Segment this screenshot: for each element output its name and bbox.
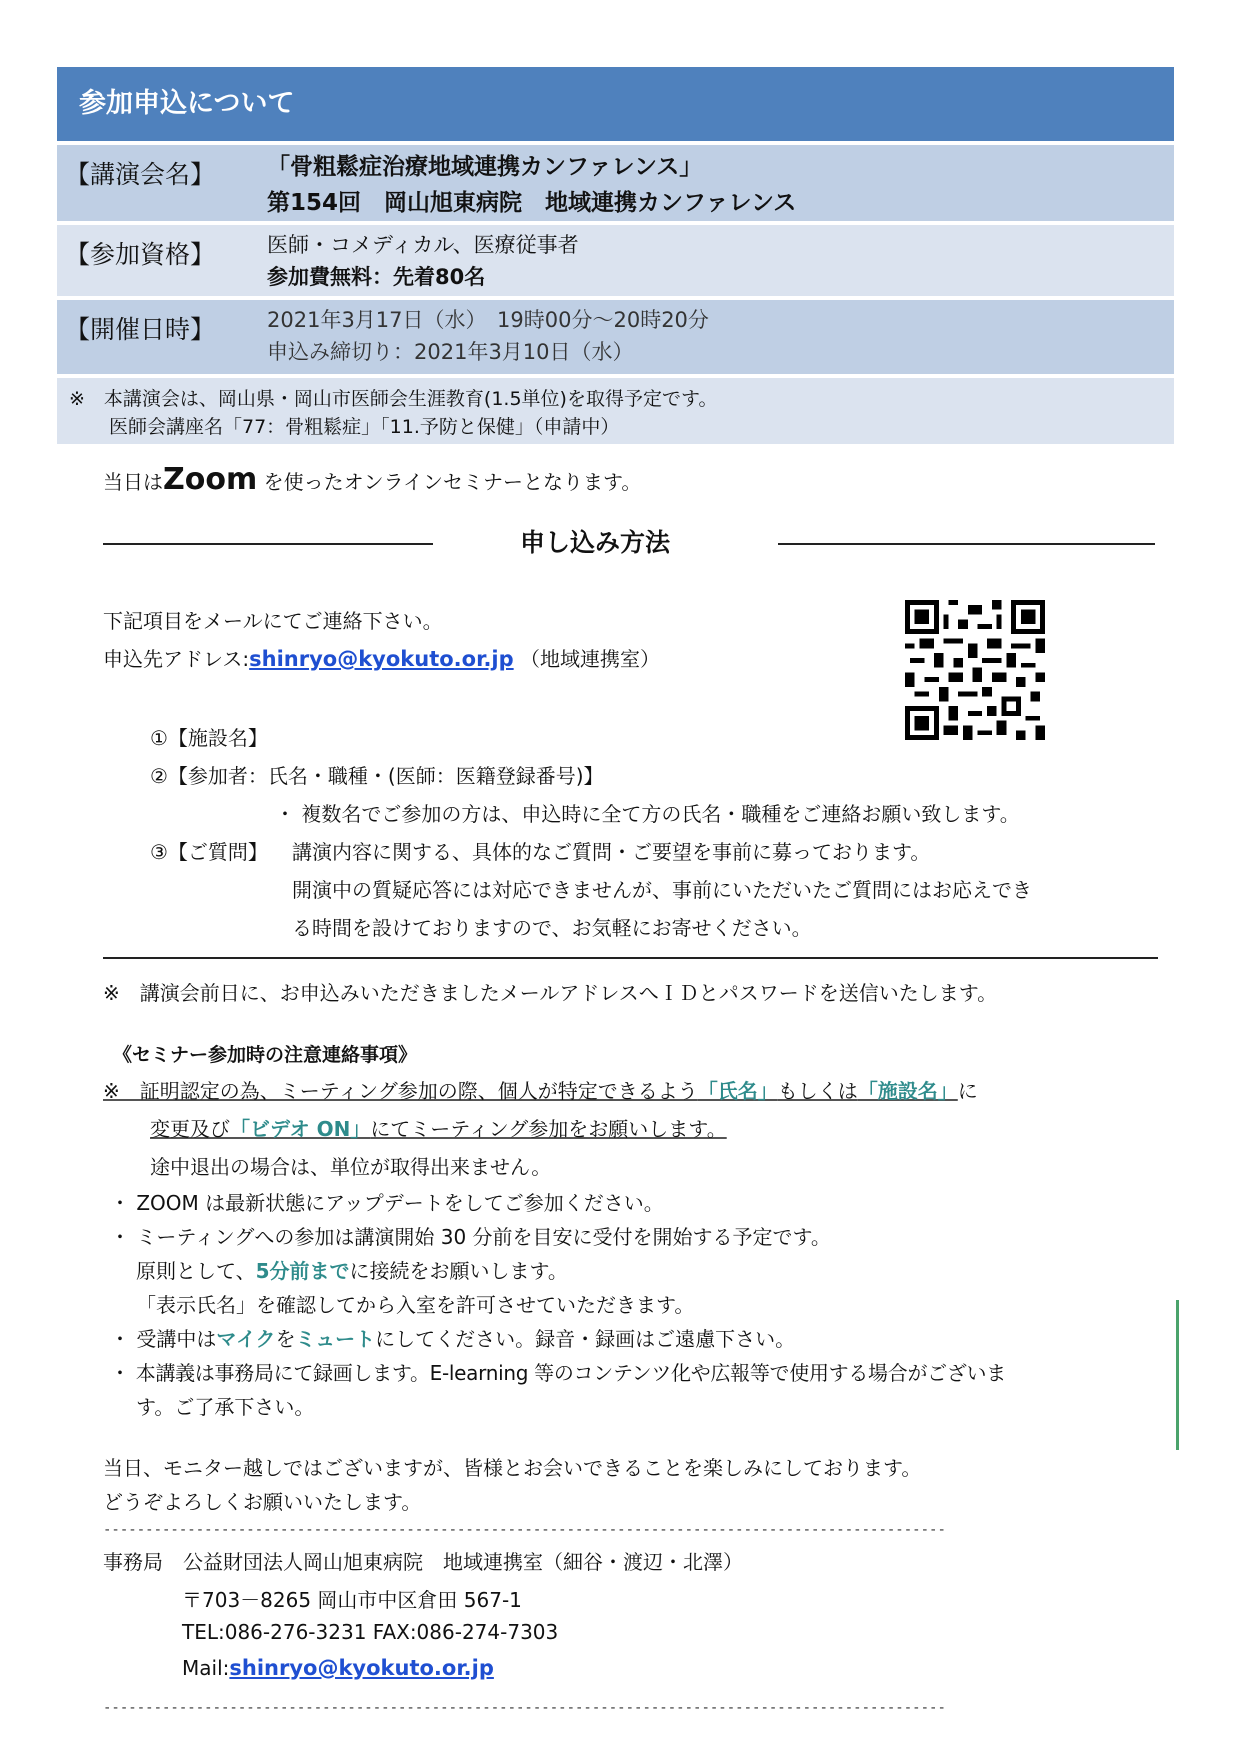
item-question-line3: る時間を設けておりますので、お気軽にお寄せください。 xyxy=(292,916,812,940)
section-title: 参加申込について xyxy=(57,67,1174,141)
qr-code-icon xyxy=(905,600,1045,740)
caution-4: ・ 受講中はマイクをミュートにしてください。録音・録画はご遠慮下さい。 xyxy=(110,1327,796,1351)
credit-note-line2: 医師会講座名「77：骨粗鬆症」「11.予防と保健」（申請中） xyxy=(109,416,620,438)
item-question-label: ③【ご質問】 xyxy=(150,840,268,864)
caution-1-line3: 途中退出の場合は、単位が取得出来ません。 xyxy=(150,1155,552,1179)
lecture-title: 「骨粗鬆症治療地域連携カンファレンス」 xyxy=(267,154,703,180)
rule-left xyxy=(103,543,433,545)
caution-1-line2: 変更及び「ビデオ ON」にてミーティング参加をお願いします。 xyxy=(150,1117,727,1141)
item-question-line1: 講演内容に関する、具体的なご質問・ご要望を事前に募っております。 xyxy=(292,840,931,864)
method-title: 申し込み方法 xyxy=(520,528,671,557)
caution-3-line3: 「表示氏名」を確認してから入室を許可させていただきます。 xyxy=(136,1293,695,1317)
contact-intro: 下記項目をメールにてご連絡下さい。 xyxy=(103,609,443,633)
zoom-brand: Zoom xyxy=(163,462,258,497)
office-mail: Mail:shinryo@kyokuto.or.jp xyxy=(182,1656,494,1680)
contact-address: 申込先アドレス:shinryo@kyokuto.or.jp （地域連携室） xyxy=(103,647,661,671)
office-tel-fax: TEL:086-276-3231 FAX:086-274-7303 xyxy=(182,1620,559,1644)
id-password-note: ※ 講演会前日に、お申込みいただきましたメールアドレスへＩＤとパスワードを送信いたします。 xyxy=(103,981,998,1005)
dashed-separator-top: ---------------------------------------------------------------------------------------------------- xyxy=(103,1522,946,1538)
email-link[interactable]: shinryo@kyokuto.or.jp xyxy=(249,647,514,671)
caution-5-line1: ・ 本講義は事務局にて録画します。E-learning 等のコンテンツ化や広報等で使用する場合がございま xyxy=(110,1361,1006,1385)
dashed-separator-bottom: ---------------------------------------------------------------------------------------------------- xyxy=(103,1700,946,1716)
divider xyxy=(103,957,1158,959)
office-name: 事務局 公益財団法人岡山旭東病院 地域連携室（細谷・渡辺・北澤） xyxy=(103,1550,743,1574)
caution-3-line2: 原則として、5分前までに接続をお願いします。 xyxy=(136,1259,568,1283)
item-facility: ①【施設名】 xyxy=(150,726,268,750)
qualification-row xyxy=(57,225,1174,296)
office-email-link[interactable]: shinryo@kyokuto.or.jp xyxy=(229,1656,494,1680)
item-question-line2: 開演中の質疑応答には対応できませんが、事前にいただいたご質問にはお応えでき xyxy=(292,878,1032,902)
caution-3-line1: ・ ミーティングへの参加は講演開始 30 分前を目安に受付を開始する予定です。 xyxy=(110,1225,831,1249)
caution-1-line1: ※ 証明認定の為、ミーティング参加の際、個人が特定できるよう「氏名」もしくは「施設名」に xyxy=(103,1079,978,1103)
datetime-row xyxy=(57,300,1174,374)
fee-value: 参加費無料：先着80名 xyxy=(267,265,486,289)
lecture-row xyxy=(57,145,1174,221)
item-participant: ②【参加者：氏名・職種・(医師：医籍登録番号)】 xyxy=(150,764,604,788)
office-postal: 〒703－8265 岡山市中区倉田 567-1 xyxy=(182,1588,522,1612)
deadline-value: 申込み締切り：2021年3月10日（水） xyxy=(267,340,634,364)
zoom-notice: 当日はZoom を使ったオンラインセミナーとなります。 xyxy=(103,462,642,497)
cautions-title: 《セミナー参加時の注意連絡事項》 xyxy=(113,1044,418,1066)
lecture-label: 【講演会名】 xyxy=(65,160,216,189)
credit-note xyxy=(57,378,1174,444)
datetime-label: 【開催日時】 xyxy=(65,315,216,344)
qualification-value: 医師・コメディカル、医療従事者 xyxy=(267,233,579,257)
caution-5-line2: す。ご了承下さい。 xyxy=(136,1395,315,1419)
item-participant-note: ・ 複数名でご参加の方は、申込時に全て方の氏名・職種をご連絡お願い致します。 xyxy=(275,802,1020,826)
qualification-label: 【参加資格】 xyxy=(65,240,216,269)
closing-line1: 当日、モニター越しではございますが、皆様とお会いできることを楽しみにしております。 xyxy=(103,1456,922,1480)
credit-note-line1: ※ 本講演会は、岡山県・岡山市医師会生涯教育(1.5単位)を取得予定です。 xyxy=(69,388,718,410)
caution-2: ・ ZOOM は最新状態にアップデートをしてご参加ください。 xyxy=(110,1191,664,1215)
rule-right xyxy=(778,543,1155,545)
edge-marker xyxy=(1176,1300,1179,1450)
closing-line2: どうぞよろしくお願いいたします。 xyxy=(103,1490,422,1514)
lecture-subtitle: 第154回 岡山旭東病院 地域連携カンファレンス xyxy=(267,190,797,216)
datetime-value: 2021年3月17日（水） 19時00分～20時20分 xyxy=(267,308,709,332)
